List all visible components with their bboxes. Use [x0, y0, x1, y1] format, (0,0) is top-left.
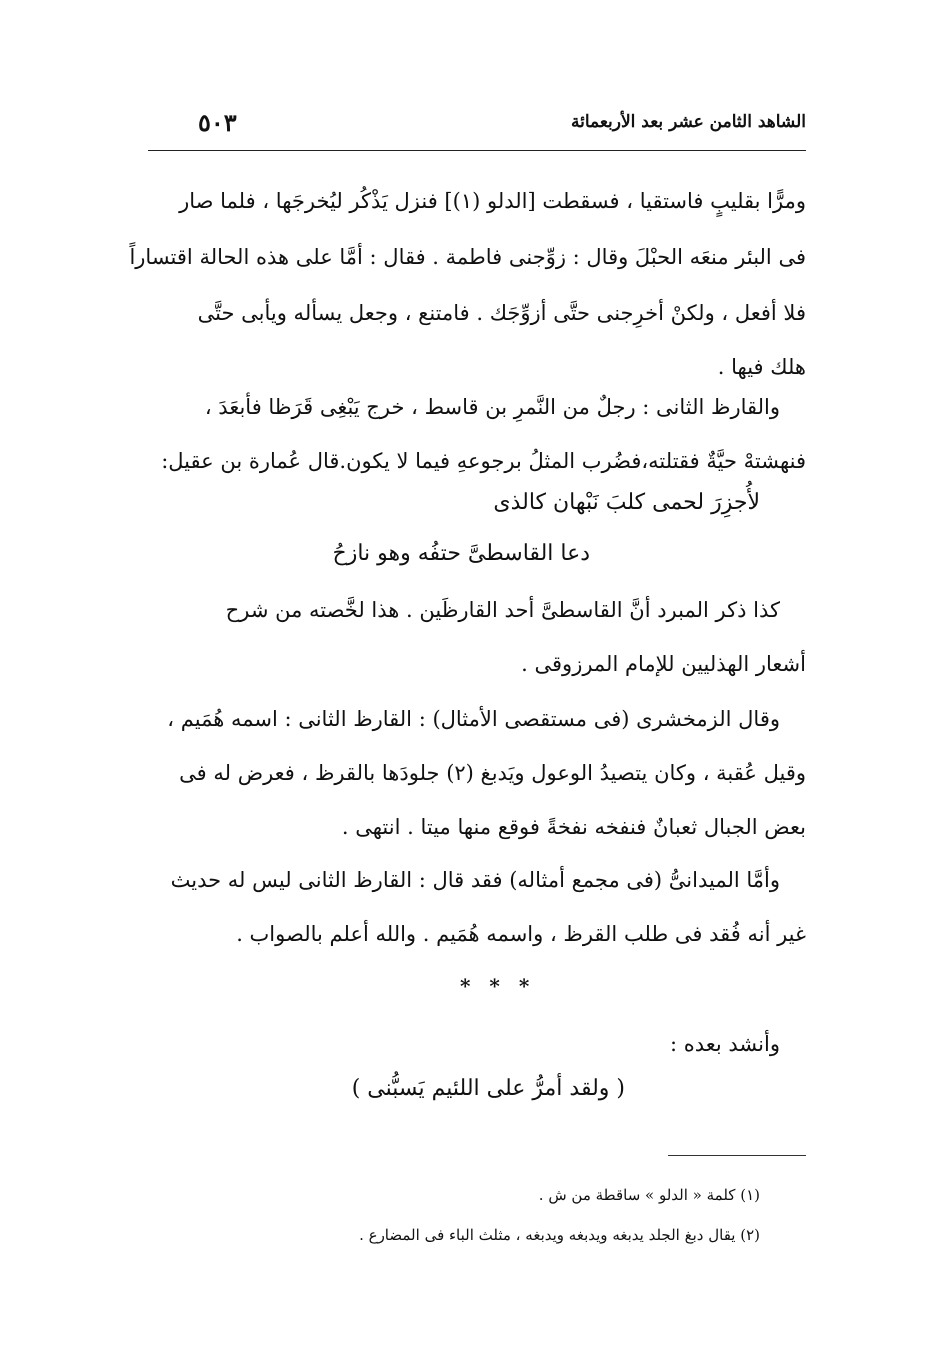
running-head: الشاهد الثامن عشر بعد الأربعمائة	[570, 112, 806, 132]
paragraph-1-line-2: فى البئر منعَه الحبْلَ وقال : زوِّجنى فاطمة . فقال : أمَّا على هذه الحالة اقتساراً	[129, 245, 806, 269]
section-separator: * * *	[460, 974, 536, 998]
verse-hemistich-1: لأُجزِرَ لحمى كلبَ نَبْهان كالذى	[493, 490, 760, 515]
paragraph-1-line-4: هلك فيها .	[717, 355, 806, 379]
page-number: ٥٠٣	[198, 108, 237, 137]
paragraph-1-line-1: ومرًّا بقليبٍ فاستقيا ، فسقطت [الدلو (١)] فنزل يَذْكُر ليُخرجَها ، فلما صار	[179, 189, 806, 213]
paragraph-1-line-3: فلا أفعل ، ولكنْ أخرِجنى حتَّى أزوِّجَك . فامتنع ، وجعل يسأله ويأبى حتَّى	[197, 301, 806, 325]
paragraph-4-line-3: بعض الجبال ثعبانٌ فنفخه نفخةً فوقع منها ميتا . انتهى .	[341, 815, 806, 839]
paragraph-4-line-2: وقيل عُقبة ، وكان يتصيدُ الوعول ويَدبغ (٢) جلودَها بالقرظ ، فعرض له فى	[179, 761, 806, 785]
verse-hemistich-2: دعا القاسطىَّ حتفُه وهو نازحُ	[332, 541, 590, 566]
footnote-rule	[668, 1155, 806, 1156]
footnote-2: (٢) يقال دبغ الجلد يدبغه ويدبغه ويدبغه ، مثلث الباء فى المضارع .	[359, 1226, 760, 1244]
paragraph-3-line-2: أشعار الهذليين للإمام المرزوقى .	[521, 652, 806, 676]
paragraph-2-line-1: والقارظ الثانى : رجلٌ من النَّمرِ بن قاسط ، خرج يَبْغِى قَرَظا فأبعَدَ ،	[204, 395, 780, 419]
paragraph-5-line-1: وأمَّا الميدانىُّ (فى مجمع أمثاله) فقد قال : القارظ الثانى ليس له حديث	[170, 868, 780, 892]
paragraph-2-line-2: فنهشتهْ حيَّةٌ فقتلته،فضُرب المثلُ برجوعهِ فيما لا يكون.قال عُمارة بن عقيل:	[161, 449, 806, 473]
paragraph-3-line-1: كذا ذكر المبرد أنَّ القاسطىَّ أحد القارظَين . هذا لخَّصته من شرح	[225, 598, 780, 622]
cited-verse: ( ولقد أمرُّ على اللئيم يَسبُّنى )	[351, 1076, 625, 1101]
footnote-1: (١) كلمة « الدلو » ساقطة من ش .	[538, 1186, 760, 1204]
paragraph-6: وأنشد بعده :	[669, 1032, 780, 1056]
page-header	[148, 108, 806, 148]
header-rule	[148, 150, 806, 151]
paragraph-4-line-1: وقال الزمخشرى (فى مستقصى الأمثال) : القارظ الثانى : اسمه هُمَيم ،	[167, 707, 780, 731]
paragraph-5-line-2: غير أنه فُقد فى طلب القرظ ، واسمه هُمَيم . والله أعلم بالصواب .	[236, 922, 806, 946]
